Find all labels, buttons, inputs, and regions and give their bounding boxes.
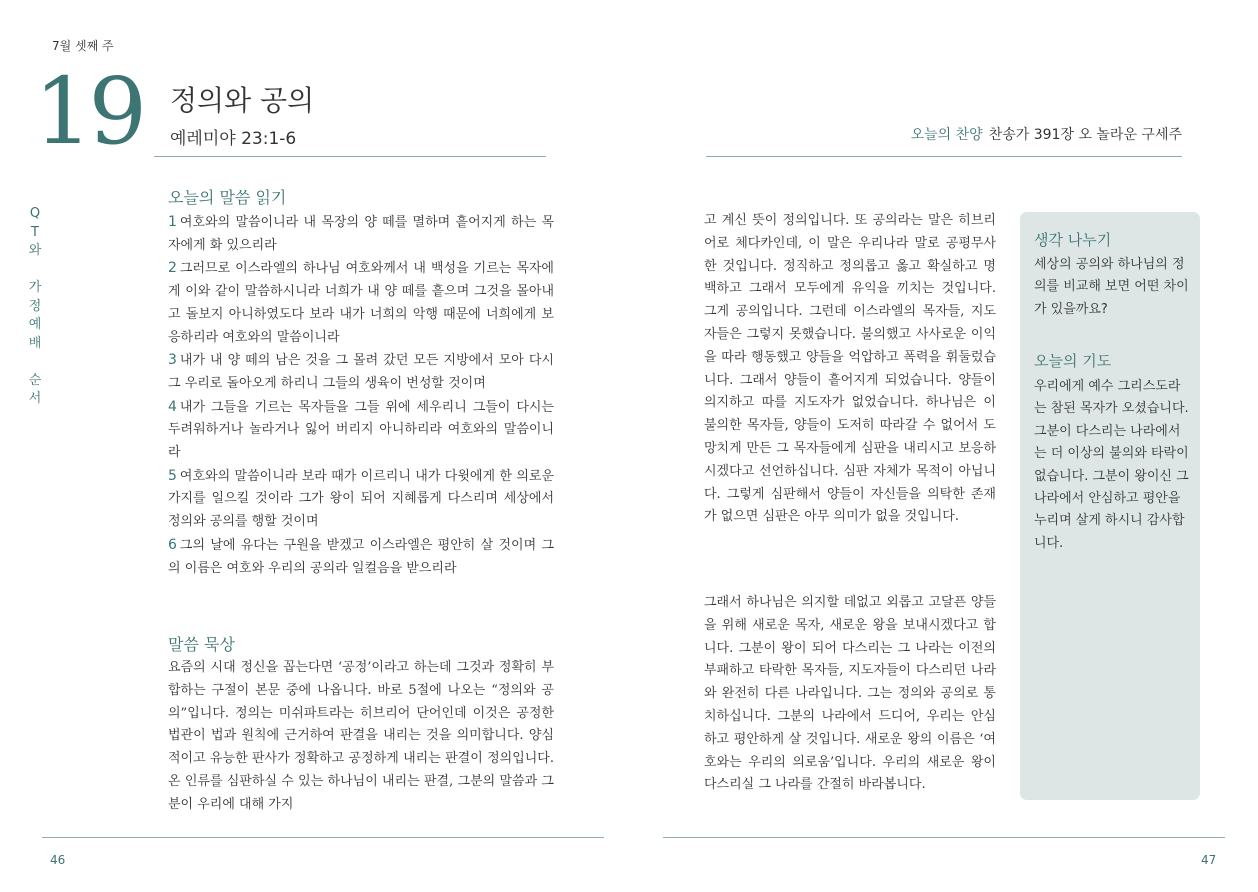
reading-heading: 오늘의 말씀 읽기 <box>168 188 287 207</box>
meditation-heading: 말씀 묵상 <box>168 635 235 654</box>
verse-item <box>168 349 554 395</box>
page-number-left: 46 <box>50 853 66 867</box>
sharing-text: 세상의 공의와 하나님의 정의를 비교해 보면 어떤 차이가 있을까요? <box>1034 257 1189 317</box>
verse-item <box>168 257 554 349</box>
sidebar-char: Q <box>29 206 41 221</box>
prayer-text: 우리에게 예수 그리스도라는 참된 목자가 오셨습니다. 그분이 다스리는 나라에서는 더 이상의 불의와 타락이 없습니다. 그분이 왕이신 그 나라에서 안심하고 평안을 누리며 살게 하시니 감사합니다. <box>1034 379 1189 551</box>
meditation-paragraph-2: 고 계신 뜻이 정의입니다. 또 공의라는 말은 히브리어로 체다카인데, 이 말은 우리나라 말로 공평무사한 것입니다. 정직하고 정의롭고 옳고 확실하고 명백하고 그래서 모두에게 유익을 끼치는 것입니다. 그게 공의입니다. 그런데 이스라엘의 목자들, 지도자들은 그렇지 못했습니다. 불의했고 사사로운 이익을 따라 행동했고 양들을 억압하고 폭력을 휘둘렀습니다. 그래서 양들이 흩어지게 되었습니다. 양들이 의지하고 따를 지도자가 없었습니다. 하나님은 이 불의한 목자들, 양들이 도저히 따라갈 수 없어서 도망치게 만든 그 목자들에게 심판을 내리시고 보응하시겠다고 선언하십니다. 심판 자체가 목적이 아닙니다. 그렇게 심판해서 양들이 자신들을 의탁한 존재가 없으면 심판은 아무 의미가 없을 것입니다. <box>704 213 996 525</box>
sidebar-char <box>26 261 44 280</box>
hymn-text: 찬송가 391장 오 놀라운 구세주 <box>988 127 1182 143</box>
week-label: 7월 셋째 주 <box>52 39 114 53</box>
hymn-line <box>911 124 1182 144</box>
verse-item <box>168 396 554 465</box>
header-divider-right <box>706 156 1182 157</box>
meditation-paragraph-3: 그래서 하나님은 의지할 데없고 외롭고 고달픈 양들을 위해 새로운 목자, 새로운 왕을 보내시겠다고 합니다. 그분이 왕이 되어 다스리는 그 나라는 이전의 부패하고 타락한 목자들, 지도자들이 다스리던 나라와 완전히 다른 나라입니다. 그는 정의와 공의로 통치하십니다. 그분의 나라에서 드디어, 우리는 안심하고 평안하게 살 것입니다. 새로운 왕의 이름은 ‘여호와는 우리의 의로움’입니다. 우리의 새로운 왕이 다스리실 그 나라를 간절히 바라봅니다. <box>704 595 996 793</box>
meditation-paragraph-1: 요즘의 시대 정신을 꼽는다면 ‘공정’이라고 하는데 그것과 정확히 부합하는 구절이 본문 중에 나옵니다. 바로 5절에 나오는 “정의와 공의”입니다. 정의는 미쉬파트라는 히브리어 단어인데 이것은 공정한 법관이 법과 원칙에 근거하여 판결을 내리는 것을 의미합니다. 양심적이고 유능한 판사가 정확하고 공정하게 내리는 판결이 정의입니다. 온 인류를 심판하실 수 있는 하나님이 내리는 판결, 그분의 말씀과 그분이 우리에 대해 가지 <box>168 660 554 812</box>
verse-number: 3 <box>168 352 177 369</box>
sidebar-char: 와 <box>28 243 42 258</box>
verse-number: 1 <box>168 214 177 230</box>
sidebar-char: 배 <box>28 335 42 351</box>
verse-number: 5 <box>168 467 177 484</box>
page-number-right: 47 <box>1201 853 1217 867</box>
header-divider-left <box>154 156 546 157</box>
verse-item <box>168 534 554 580</box>
sidebar-char: 서 <box>28 391 42 406</box>
verse-number: 6 <box>168 536 177 553</box>
verse-item <box>168 211 554 257</box>
verse-list <box>168 211 554 580</box>
footer-divider-left <box>42 837 604 838</box>
hymn-label: 오늘의 찬양 <box>910 127 983 143</box>
sidebar-char: 예 <box>28 317 42 332</box>
verse-item <box>168 465 554 534</box>
sidebar-char: 순 <box>28 372 42 388</box>
sidebar-char: 가 <box>28 280 42 295</box>
sidebar-char: T <box>31 224 39 240</box>
footer-divider-right <box>663 837 1225 838</box>
sharing-heading: 생각 나누기 <box>1034 231 1112 249</box>
sidebar-char <box>26 353 44 372</box>
scripture-reference: 예레미야 23:1-6 <box>170 129 297 149</box>
verse-text: 그러므로 이스라엘의 하나님 여호와께서 내 백성을 기르는 목자에게 이와 같이 말씀하시니라 너희가 내 양 떼를 흩으며 그것을 몰아내고 돌보지 아니하였도다 보라 내가 너희의 악행 때문에 너희에게 보응하리라 여호와의 말씀이니라 <box>168 261 554 345</box>
vertical-section-label <box>26 205 44 409</box>
sidebar-char: 정 <box>28 298 42 314</box>
verse-number: 4 <box>168 398 177 415</box>
verse-text: 그의 날에 유다는 구원을 받겠고 이스라엘은 평안히 살 것이며 그의 이름은 여호와 우리의 공의라 일컬음을 받으리라 <box>168 537 554 576</box>
verse-number: 2 <box>168 260 177 277</box>
prayer-heading: 오늘의 기도 <box>1034 352 1112 370</box>
reflection-box <box>1020 212 1200 800</box>
verse-text: 여호와의 말씀이니라 보라 때가 이르리니 내가 다윗에게 한 의로운 가지를 일으킬 것이라 그가 왕이 되어 지혜롭게 다스리며 세상에서 정의와 공의를 행할 것이며 <box>168 468 554 530</box>
page-title: 정의와 공의 <box>170 84 315 117</box>
day-number: 19 <box>34 58 144 165</box>
verse-text: 내가 그들을 기르는 목자들을 그들 위에 세우리니 그들이 다시는 두려워하거나 놀라거나 잃어 버리지 아니하리라 여호와의 말씀이니라 <box>168 399 554 461</box>
verse-text: 여호와의 말씀이니라 내 목장의 양 떼를 멸하며 흩어지게 하는 목자에게 화 있으리라 <box>168 215 554 253</box>
verse-text: 내가 내 양 떼의 남은 것을 그 몰려 갔던 모든 지방에서 모아 다시 그 우리로 돌아오게 하리니 그들의 생육이 번성할 것이며 <box>168 353 554 391</box>
